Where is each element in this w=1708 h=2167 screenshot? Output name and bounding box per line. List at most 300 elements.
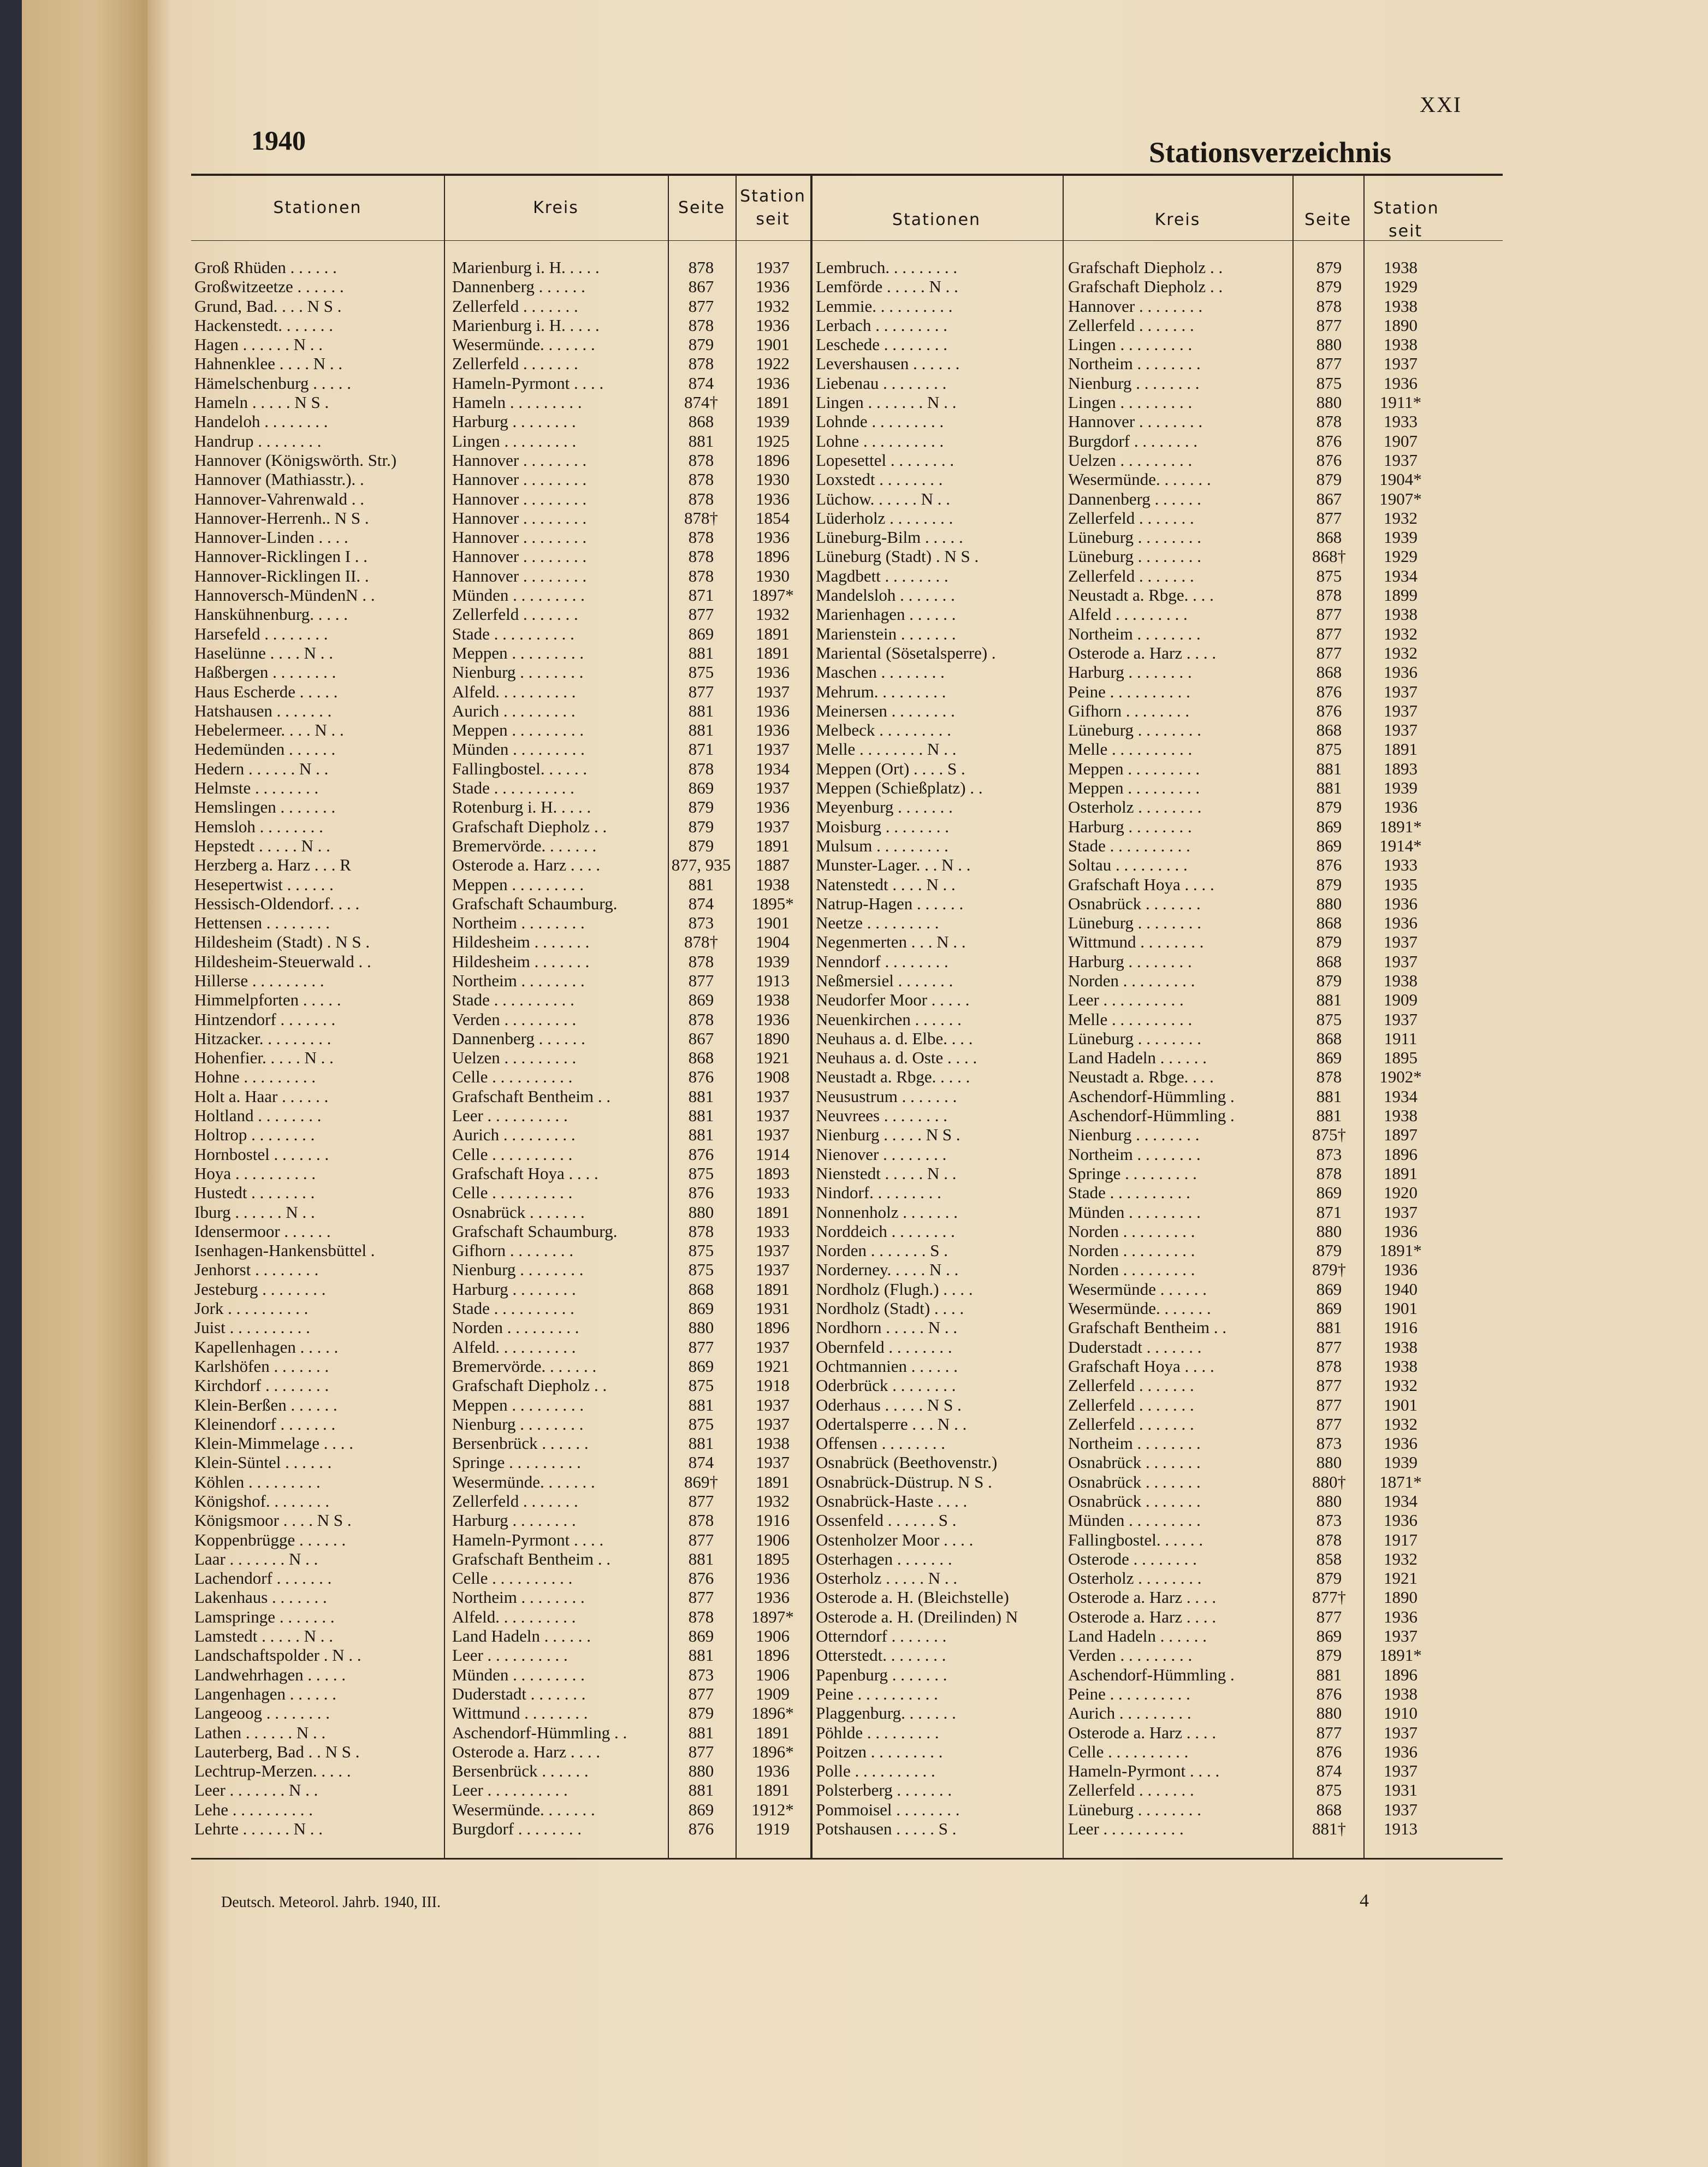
seite-value: 879 [1316, 874, 1342, 894]
station-name: Leer . . . . . . . N . . [194, 1780, 318, 1800]
kreis-name: Gifhorn . . . . . . . . [1068, 701, 1190, 720]
station-name: Hustedt . . . . . . . . [194, 1183, 315, 1203]
station-seit-value: 1914* [1379, 836, 1422, 855]
station-name: Holtland . . . . . . . . [194, 1106, 322, 1126]
table-row [191, 1241, 1503, 1260]
seite-value: 878 [688, 759, 714, 778]
station-seit-value: 1932 [756, 1491, 790, 1511]
station-name: Liebenau . . . . . . . . [816, 373, 947, 393]
station-name: Langeoog . . . . . . . . [194, 1703, 330, 1723]
seite-value: 879 [688, 335, 714, 354]
kreis-name: Meppen . . . . . . . . . [1068, 759, 1200, 778]
seite-value: 867 [688, 277, 714, 297]
seite-value: 881 [688, 1125, 714, 1145]
station-seit-value: 1934 [756, 759, 790, 778]
header-seite-left: Seite [678, 198, 726, 217]
station-seit-value: 1937 [1384, 701, 1418, 720]
station-name: Lembruch. . . . . . . . . [816, 258, 958, 277]
station-name: Lamstedt . . . . . N . . [194, 1626, 333, 1646]
seite-value: 880 [688, 1318, 714, 1337]
kreis-name: Uelzen . . . . . . . . . [1068, 450, 1193, 470]
station-name: Norddeich . . . . . . . . [816, 1221, 955, 1241]
seite-value: 876 [688, 1183, 714, 1203]
seite-value: 877 [688, 296, 714, 316]
seite-value: 879 [1316, 797, 1342, 817]
station-name: Lopesettel . . . . . . . . [816, 450, 954, 470]
seite-value: 878 [1316, 1356, 1342, 1376]
table-row [191, 374, 1503, 393]
station-seit-value: 1896 [756, 450, 790, 470]
seite-value: 878 [688, 1009, 714, 1029]
station-seit-value: 1937 [756, 1260, 790, 1280]
station-seit-value: 1932 [1384, 624, 1418, 643]
seite-value: 868 [1316, 1028, 1342, 1048]
seite-value: 876 [688, 1144, 714, 1164]
table-row [191, 585, 1503, 605]
seite-value: 876 [1316, 1684, 1342, 1703]
station-seit-value: 1891 [756, 624, 790, 643]
header-kreis-right: Kreis [1154, 210, 1201, 229]
station-name: Nordholz (Stadt) . . . . [816, 1299, 964, 1318]
station-seit-value: 1933 [756, 1221, 790, 1241]
station-seit-value: 1897* [751, 585, 794, 605]
station-seit-value: 1871* [1379, 1472, 1422, 1491]
kreis-name: Norden . . . . . . . . . [1068, 1260, 1195, 1280]
seite-value: 881 [688, 1086, 714, 1106]
station-seit-value: 1909 [756, 1684, 790, 1703]
station-seit-value: 1937 [756, 1086, 790, 1106]
station-seit-value: 1936 [756, 1009, 790, 1029]
seite-value: 877 [1316, 1337, 1342, 1357]
station-name: Hohenfier. . . . . N . . [194, 1048, 334, 1068]
station-name: Papenburg . . . . . . . [816, 1665, 947, 1684]
station-name: Poitzen . . . . . . . . . [816, 1742, 943, 1761]
kreis-name: Harburg . . . . . . . . [1068, 951, 1192, 971]
station-name: Hämelschenburg . . . . . [194, 373, 351, 393]
table-row [191, 297, 1503, 316]
table-row [191, 720, 1503, 739]
kreis-name: Osterholz . . . . . . . . [1068, 797, 1202, 817]
seite-value: 867 [1316, 489, 1342, 508]
station-name: Ostenholzer Moor . . . . [816, 1530, 974, 1549]
seite-value: 874 [688, 373, 714, 393]
station-name: Hohne . . . . . . . . . [194, 1067, 316, 1087]
table-row [191, 566, 1503, 585]
kreis-name: Hildesheim . . . . . . . [452, 932, 590, 952]
station-name: Oderbrück . . . . . . . . [816, 1376, 956, 1395]
station-name: Juist . . . . . . . . . . [194, 1318, 310, 1337]
kreis-name: Land Hadeln . . . . . . [1068, 1048, 1207, 1068]
station-seit-value: 1906 [756, 1530, 790, 1549]
kreis-name: Hannover . . . . . . . . [452, 528, 587, 547]
kreis-name: Stade . . . . . . . . . . [452, 778, 574, 798]
station-seit-value: 1936 [756, 1588, 790, 1607]
kreis-name: Osterode a. Harz . . . . [452, 1742, 601, 1761]
seite-value: 878 [688, 258, 714, 277]
station-seit-value: 1938 [1384, 1337, 1418, 1357]
seite-value: 869† [684, 1472, 718, 1491]
station-seit-value: 1937 [756, 258, 790, 277]
table-row [191, 1819, 1503, 1838]
seite-value: 878 [688, 1221, 714, 1241]
station-seit-value: 1937 [1384, 932, 1418, 952]
table-row [191, 836, 1503, 855]
kreis-name: Celle . . . . . . . . . . [452, 1067, 573, 1087]
station-seit-value: 1921 [756, 1048, 790, 1068]
kreis-name: Neustadt a. Rbge. . . . [1068, 585, 1214, 605]
station-seit-value: 1938 [756, 990, 790, 1010]
seite-value: 876 [1316, 431, 1342, 451]
station-seit-value: 1920 [1384, 1183, 1418, 1203]
station-name: Langenhagen . . . . . . [194, 1684, 336, 1703]
table-row [191, 1087, 1503, 1106]
station-name: Isenhagen-Hankensbüttel . [194, 1241, 375, 1260]
station-seit-value: 1932 [1384, 1549, 1418, 1568]
table-row [191, 393, 1503, 412]
station-name: Neßmersiel . . . . . . . [816, 970, 953, 990]
kreis-name: Osterode a. Harz . . . . [1068, 1607, 1217, 1626]
seite-value: 876 [688, 1568, 714, 1588]
station-name: Lerbach . . . . . . . . . [816, 315, 948, 335]
station-table [191, 174, 1503, 1860]
station-seit-value: 1934 [1384, 1086, 1418, 1106]
station-seit-value: 1904 [756, 932, 790, 952]
station-seit-value: 1939 [1384, 1453, 1418, 1472]
station-name: Hedern . . . . . . N . . [194, 759, 329, 778]
seite-value: 877 [688, 682, 714, 701]
station-name: Lohne . . . . . . . . . . [816, 431, 944, 451]
kreis-name: Dannenberg . . . . . . [452, 1028, 585, 1048]
seite-value: 871 [1316, 1202, 1342, 1222]
station-name: Königshof. . . . . . . . [194, 1491, 330, 1511]
station-name: Hebelermeer. . . . N . . [194, 720, 344, 740]
station-name: Haselünne . . . . N . . [194, 643, 333, 662]
kreis-name: Grafschaft Hoya . . . . [1068, 1356, 1214, 1376]
station-seit-value: 1936 [756, 797, 790, 817]
kreis-name: Zellerfeld . . . . . . . [1068, 1395, 1194, 1414]
kreis-name: Meppen . . . . . . . . . [452, 643, 584, 662]
kreis-name: Grafschaft Diepholz . . [1068, 258, 1223, 277]
station-seit-value: 1931 [1384, 1780, 1418, 1800]
station-name: Klein-Mimmelage . . . . [194, 1434, 353, 1453]
station-name: Haßbergen . . . . . . . . [194, 662, 336, 682]
station-seit-value: 1914 [756, 1144, 790, 1164]
table-row [191, 354, 1503, 373]
station-name: Munster-Lager. . . N . . [816, 855, 971, 875]
station-name: Polsterberg . . . . . . . [816, 1780, 952, 1800]
kreis-name: Aschendorf-Hümmling . [1068, 1106, 1235, 1126]
station-seit-value: 1896 [756, 547, 790, 566]
station-name: Mehrum. . . . . . . . . [816, 682, 946, 701]
seite-value: 881 [688, 1395, 714, 1414]
table-row [191, 489, 1503, 508]
station-seit-value: 1922 [756, 354, 790, 374]
station-seit-value: 1936 [756, 662, 790, 682]
kreis-name: Grafschaft Diepholz . . [1068, 277, 1223, 297]
station-name: Hannover-Linden . . . . [194, 528, 348, 547]
seite-value: 858 [1316, 1549, 1342, 1568]
station-seit-value: 1936 [1384, 1434, 1418, 1453]
station-name: Kirchdorf . . . . . . . . [194, 1376, 329, 1395]
station-seit-value: 1936 [1384, 893, 1418, 913]
previous-page-edge [22, 0, 153, 2167]
station-name: Nonnenholz . . . . . . . [816, 1202, 958, 1222]
station-seit-value: 1938 [1384, 970, 1418, 990]
seite-value: 875 [688, 1163, 714, 1183]
table-row [191, 1549, 1503, 1568]
table-row [191, 470, 1503, 489]
station-seit-value: 1938 [1384, 258, 1418, 277]
station-seit-value: 1891 [756, 1279, 790, 1299]
seite-value: 875 [688, 1376, 714, 1395]
table-row [191, 682, 1503, 701]
seite-value: 877 [1316, 508, 1342, 528]
station-seit-value: 1939 [756, 951, 790, 971]
station-seit-value: 1925 [756, 431, 790, 451]
station-seit-value: 1901 [1384, 1395, 1418, 1414]
seite-value: 881 [688, 643, 714, 662]
station-name: Handrup . . . . . . . . [194, 431, 322, 451]
kreis-name: Zellerfeld . . . . . . . [1068, 1376, 1194, 1395]
station-seit-value: 1938 [1384, 1106, 1418, 1126]
station-name: Hannover-Ricklingen I . . [194, 547, 368, 566]
seite-value: 876 [688, 1067, 714, 1087]
station-name: Neusustrum . . . . . . . [816, 1086, 957, 1106]
station-name: Handeloh . . . . . . . . [194, 412, 328, 431]
kreis-name: Celle . . . . . . . . . . [452, 1183, 573, 1203]
station-seit-value: 1890 [1384, 1588, 1418, 1607]
station-name: Hannover-Vahrenwald . . [194, 489, 364, 508]
station-name: Hepstedt . . . . . N . . [194, 836, 330, 855]
kreis-name: Alfeld . . . . . . . . . [1068, 605, 1188, 624]
kreis-name: Leer . . . . . . . . . . [452, 1645, 568, 1665]
seite-value: 876 [1316, 701, 1342, 720]
station-seit-value: 1891 [756, 1472, 790, 1491]
station-name: Hackenstedt. . . . . . . [194, 315, 333, 335]
station-seit-value: 1918 [756, 1376, 790, 1395]
seite-value: 878 [688, 566, 714, 585]
station-seit-value: 1936 [1384, 1511, 1418, 1530]
station-name: Odertalsperre . . . N . . [816, 1414, 967, 1434]
station-name: Lamspringe . . . . . . . [194, 1607, 335, 1626]
seite-value: 877 [1316, 1607, 1342, 1626]
seite-value: 878 [1316, 1163, 1342, 1183]
kreis-name: Melle . . . . . . . . . . [1068, 1009, 1193, 1029]
kreis-name: Bremervörde. . . . . . . [452, 836, 597, 855]
kreis-name: Meppen . . . . . . . . . [452, 874, 584, 894]
table-row [191, 258, 1503, 277]
station-seit-value: 1897* [751, 1607, 794, 1626]
kreis-name: Osterode a. Harz . . . . [1068, 643, 1217, 662]
station-seit-value: 1919 [756, 1819, 790, 1839]
station-name: Norden . . . . . . . S . [816, 1241, 948, 1260]
kreis-name: Münden . . . . . . . . . [452, 585, 585, 605]
station-name: Hannover (Königswörth. Str.) [194, 450, 397, 470]
station-seit-value: 1911 [1384, 1028, 1418, 1048]
table-row [191, 1299, 1503, 1318]
kreis-name: Northeim . . . . . . . . [1068, 1144, 1201, 1164]
station-name: Meppen (Ort) . . . . S . [816, 759, 965, 778]
kreis-name: Springe . . . . . . . . . [1068, 1163, 1197, 1183]
station-seit-value: 1907* [1379, 489, 1422, 508]
seite-value: 874 [688, 1453, 714, 1472]
seite-value: 877 [1316, 1722, 1342, 1742]
seite-value: 877 [688, 1530, 714, 1549]
station-seit-value: 1901 [756, 913, 790, 933]
seite-value: 878 [688, 951, 714, 971]
table-row [191, 1800, 1503, 1819]
station-seit-value: 1895 [756, 1549, 790, 1568]
kreis-name: Hameln . . . . . . . . . [452, 393, 582, 412]
kreis-name: Wittmund . . . . . . . . [1068, 932, 1204, 952]
station-seit-value: 1930 [756, 566, 790, 585]
kreis-name: Stade . . . . . . . . . . [1068, 1183, 1190, 1203]
kreis-name: Wesermünde . . . . . . [1068, 1279, 1207, 1299]
kreis-name: Marienburg i. H. . . . . [452, 315, 600, 335]
kreis-name: Wesermünde. . . . . . . [452, 335, 595, 354]
seite-value: 869 [688, 1299, 714, 1318]
kreis-name: Aschendorf-Hümmling . [1068, 1086, 1235, 1106]
seite-value: 879 [1316, 932, 1342, 952]
table-row [191, 412, 1503, 431]
station-name: Großwitzeetze . . . . . . [194, 277, 344, 297]
table-row [191, 1472, 1503, 1491]
seite-value: 876 [1316, 1742, 1342, 1761]
station-seit-value: 1891 [756, 836, 790, 855]
kreis-name: Hannover . . . . . . . . [1068, 412, 1203, 431]
seite-value: 876 [1316, 682, 1342, 701]
seite-value: 867 [688, 1028, 714, 1048]
station-name: Potshausen . . . . . S . [816, 1819, 957, 1839]
table-row [191, 277, 1503, 296]
station-name: Lüchow. . . . . . N . . [816, 489, 950, 508]
station-name: Nordhorn . . . . . N . . [816, 1318, 958, 1337]
station-seit-value: 1936 [1384, 1221, 1418, 1241]
station-seit-value: 1936 [756, 701, 790, 720]
station-seit-value: 1896 [1384, 1144, 1418, 1164]
kreis-name: Northeim . . . . . . . . [452, 970, 585, 990]
kreis-name: Lüneburg . . . . . . . . [1068, 913, 1201, 933]
seite-value: 873 [688, 913, 714, 933]
station-seit-value: 1939 [1384, 528, 1418, 547]
table-row [191, 643, 1503, 662]
station-name: Lemförde . . . . . N . . [816, 277, 958, 297]
kreis-name: Zellerfeld . . . . . . . [1068, 315, 1194, 335]
station-seit-value: 1937 [756, 682, 790, 701]
table-row [191, 971, 1503, 990]
table-row [191, 1665, 1503, 1684]
header-station-seit-left: Station seit [740, 187, 806, 229]
table-row [191, 1723, 1503, 1742]
table-row [191, 855, 1503, 874]
kreis-name: Norden . . . . . . . . . [452, 1318, 579, 1337]
seite-value: 878 [1316, 296, 1342, 316]
seite-value: 868 [1316, 951, 1342, 971]
kreis-name: Lüneburg . . . . . . . . [1068, 528, 1201, 547]
seite-value: 878† [684, 932, 718, 952]
seite-value: 876 [1316, 450, 1342, 470]
table-row [191, 1222, 1503, 1241]
station-name: Marienhagen . . . . . . [816, 605, 956, 624]
kreis-name: Nienburg . . . . . . . . [452, 662, 584, 682]
table-row [191, 1376, 1503, 1395]
kreis-name: Leer . . . . . . . . . . [452, 1780, 568, 1800]
station-seit-value: 1936 [756, 528, 790, 547]
station-seit-value: 1890 [756, 1028, 790, 1048]
seite-value: 879 [1316, 258, 1342, 277]
kreis-name: Stade . . . . . . . . . . [452, 1299, 574, 1318]
kreis-name: Neustadt a. Rbge. . . . [1068, 1067, 1214, 1087]
station-name: Lohnde . . . . . . . . . [816, 412, 944, 431]
station-seit-value: 1890 [1384, 315, 1418, 335]
kreis-name: Hannover . . . . . . . . [452, 470, 587, 489]
station-name: Hahnenklee . . . . N . . [194, 354, 343, 374]
seite-value: 878 [1316, 1067, 1342, 1087]
station-seit-value: 1907 [1384, 431, 1418, 451]
station-name: Klein-Süntel . . . . . . [194, 1453, 332, 1472]
station-seit-value: 1893 [756, 1163, 790, 1183]
station-name: Moisburg . . . . . . . . [816, 816, 950, 836]
station-name: Lachendorf . . . . . . . [194, 1568, 332, 1588]
seite-value: 878 [688, 450, 714, 470]
station-name: Nenndorf . . . . . . . . [816, 951, 948, 971]
seite-value: 868 [688, 1279, 714, 1299]
table-row [191, 528, 1503, 547]
station-name: Lauterberg, Bad . . N S . [194, 1742, 360, 1761]
seite-value: 869 [688, 1626, 714, 1646]
station-seit-value: 1937 [1384, 1799, 1418, 1819]
seite-value: 879 [1316, 1241, 1342, 1260]
kreis-name: Grafschaft Hoya . . . . [452, 1163, 598, 1183]
station-name: Idensermoor . . . . . . [194, 1221, 331, 1241]
seite-value: 868 [1316, 913, 1342, 933]
seite-value: 874† [684, 393, 718, 412]
kreis-name: Harburg . . . . . . . . [452, 1279, 576, 1299]
page-year: 1940 [251, 125, 306, 156]
table-row [191, 451, 1503, 470]
station-name: Hameln . . . . . N S . [194, 393, 329, 412]
station-name: Plaggenburg. . . . . . . [816, 1703, 956, 1723]
station-seit-value: 1936 [1384, 662, 1418, 682]
station-seit-value: 1938 [756, 1434, 790, 1453]
station-seit-value: 1937 [756, 1106, 790, 1126]
station-name: Meppen (Schießplatz) . . [816, 778, 983, 798]
seite-value: 881 [688, 431, 714, 451]
station-seit-value: 1910 [1384, 1703, 1418, 1723]
table-row [191, 778, 1503, 797]
seite-value: 869 [1316, 816, 1342, 836]
station-seit-value: 1937 [756, 739, 790, 759]
kreis-name: Gifhorn . . . . . . . . [452, 1241, 574, 1260]
kreis-name: Peine . . . . . . . . . . [1068, 1684, 1190, 1703]
station-name: Helmste . . . . . . . . [194, 778, 319, 798]
station-name: Hanskühnenburg. . . . . [194, 605, 348, 624]
station-seit-value: 1933 [1384, 855, 1418, 875]
station-seit-value: 1895* [751, 893, 794, 913]
header-seite-right: Seite [1304, 210, 1352, 229]
station-name: Nienstedt . . . . . N . . [816, 1163, 957, 1183]
kreis-name: Melle . . . . . . . . . . [1068, 739, 1193, 759]
station-seit-value: 1899 [1384, 585, 1418, 605]
page-number: XXI [1420, 92, 1462, 117]
station-seit-value: 1937 [756, 778, 790, 798]
kreis-name: Burgdorf . . . . . . . . [1068, 431, 1198, 451]
station-seit-value: 1893 [1384, 759, 1418, 778]
station-name: Hemslingen . . . . . . . [194, 797, 336, 817]
kreis-name: Duderstadt . . . . . . . [1068, 1337, 1202, 1357]
kreis-name: Fallingbostel. . . . . . [1068, 1530, 1203, 1549]
kreis-name: Lüneburg . . . . . . . . [1068, 1028, 1201, 1048]
